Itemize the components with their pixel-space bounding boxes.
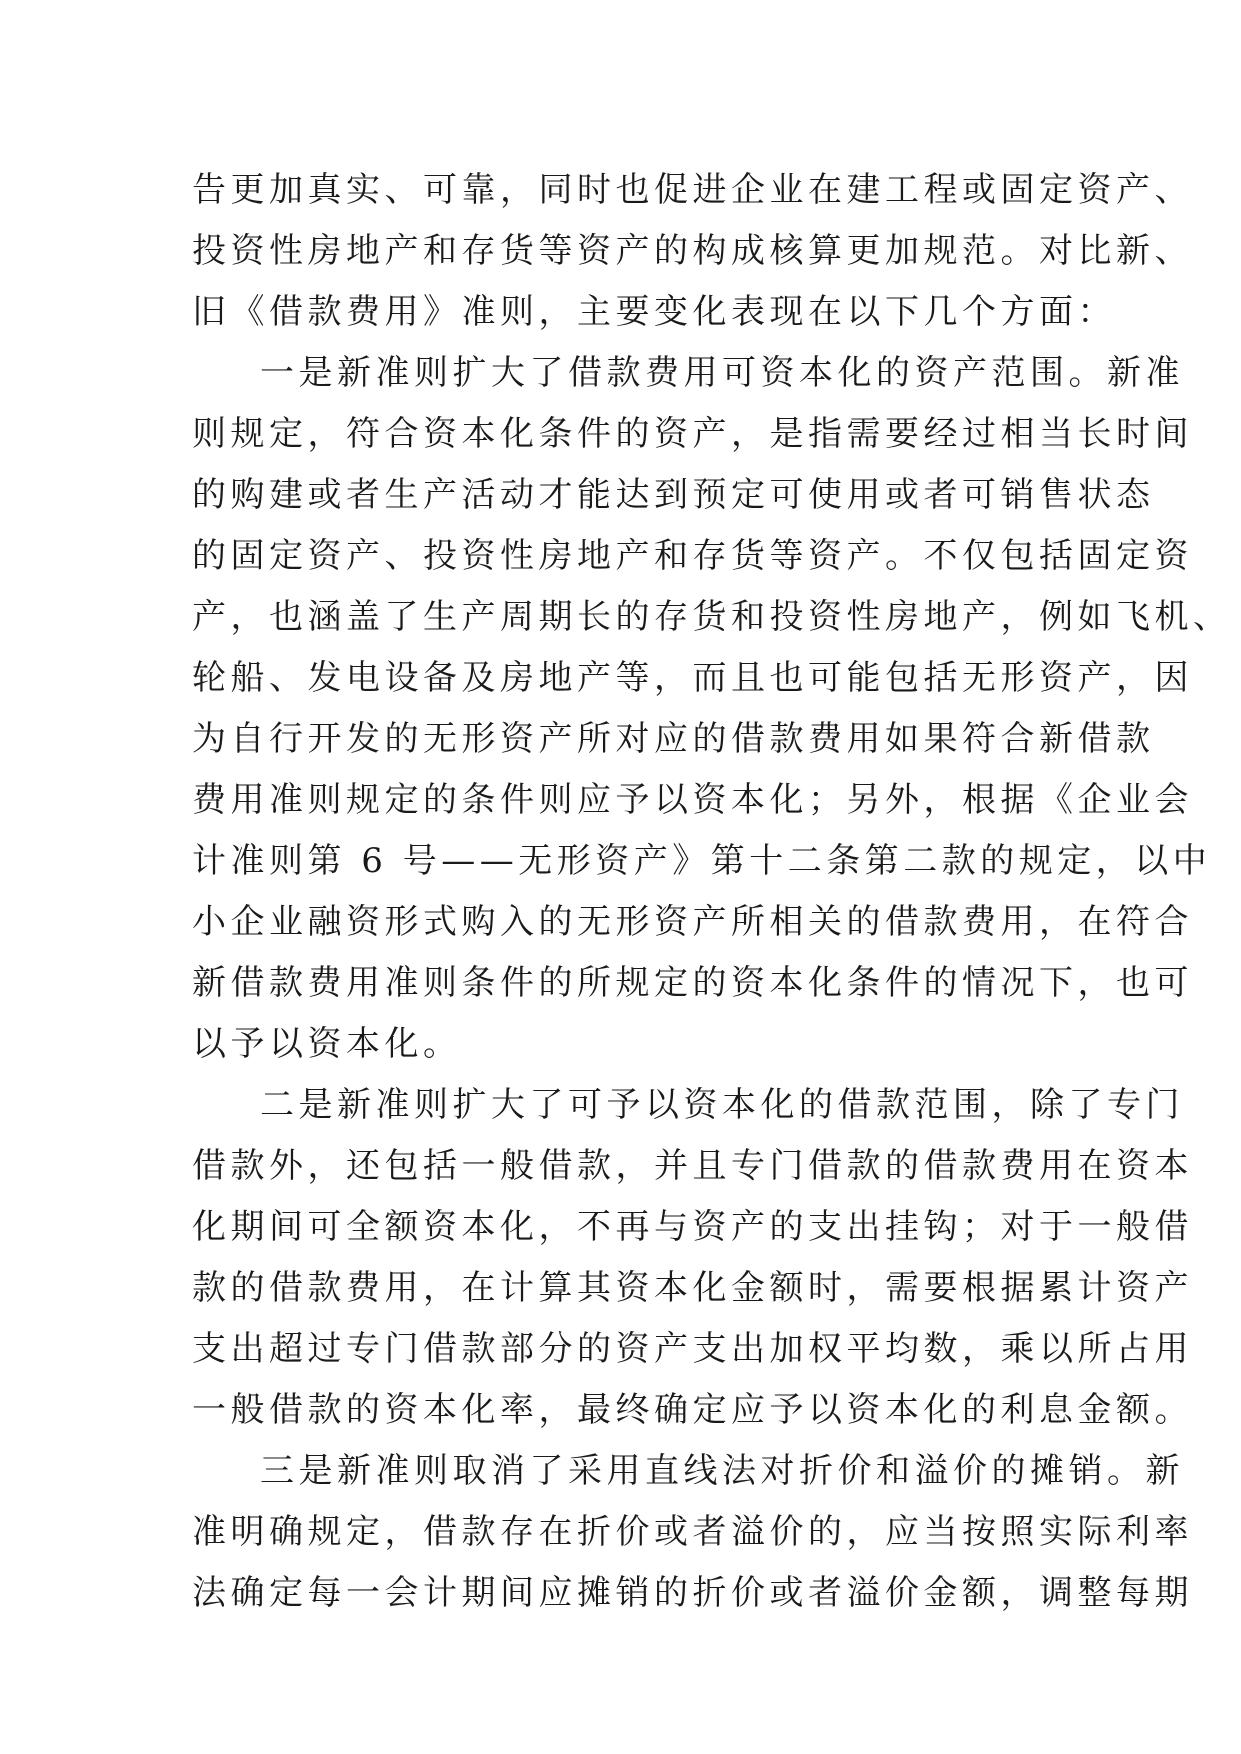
text-line: 费用准则规定的条件则应予以资本化；另外，根据《企业会 xyxy=(192,780,1193,820)
text-line: 款的借款费用，在计算其资本化金额时，需要根据累计资产 xyxy=(192,1268,1193,1308)
text-line: 借款外，还包括一般借款，并且专门借款的借款费用在资本 xyxy=(192,1146,1193,1186)
body-text xyxy=(192,160,1232,1624)
text-line: 旧《借款费用》准则，主要变化表现在以下几个方面： xyxy=(192,292,1116,332)
paragraph-first-line: 一是新准则扩大了借款费用可资本化的资产范围。新准 xyxy=(260,353,1184,393)
text-line: 小企业融资形式购入的无形资产所相关的借款费用，在符合 xyxy=(192,902,1193,942)
text-line: 化期间可全额资本化，不再与资产的支出挂钩；对于一般借 xyxy=(192,1207,1193,1247)
text-line: 的购建或者生产活动才能达到预定可使用或者可销售状态 xyxy=(192,475,1155,515)
text-line: 的固定资产、投资性房地产和存货等资产。不仅包括固定资 xyxy=(192,536,1193,576)
text-line: 支出超过专门借款部分的资产支出加权平均数，乘以所占用 xyxy=(192,1329,1193,1369)
text-line: 则规定，符合资本化条件的资产，是指需要经过相当长时间 xyxy=(192,414,1193,454)
paragraph-first-line: 二是新准则扩大了可予以资本化的借款范围，除了专门 xyxy=(260,1085,1184,1125)
text-line: 投资性房地产和存货等资产的构成核算更加规范。对比新、 xyxy=(192,231,1193,271)
text-line: 法确定每一会计期间应摊销的折价或者溢价金额，调整每期 xyxy=(192,1573,1193,1613)
paragraph-first-line: 三是新准则取消了采用直线法对折价和溢价的摊销。新 xyxy=(260,1451,1184,1491)
text-line: 一般借款的资本化率，最终确定应予以资本化的利息金额。 xyxy=(192,1390,1193,1430)
text-line: 计准则第 6 号——无形资产》第十二条第二款的规定，以中 xyxy=(192,841,1212,881)
text-line: 新借款费用准则条件的所规定的资本化条件的情况下，也可 xyxy=(192,963,1193,1003)
text-line: 告更加真实、可靠，同时也促进企业在建工程或固定资产、 xyxy=(192,170,1193,210)
text-line: 准明确规定，借款存在折价或者溢价的，应当按照实际利率 xyxy=(192,1512,1193,1552)
text-line: 以予以资本化。 xyxy=(192,1024,462,1064)
text-line: 轮船、发电设备及房地产等，而且也可能包括无形资产，因 xyxy=(192,658,1193,698)
text-line: 产，也涵盖了生产周期长的存货和投资性房地产，例如飞机、 xyxy=(192,597,1232,637)
text-line: 为自行开发的无形资产所对应的借款费用如果符合新借款 xyxy=(192,719,1155,759)
